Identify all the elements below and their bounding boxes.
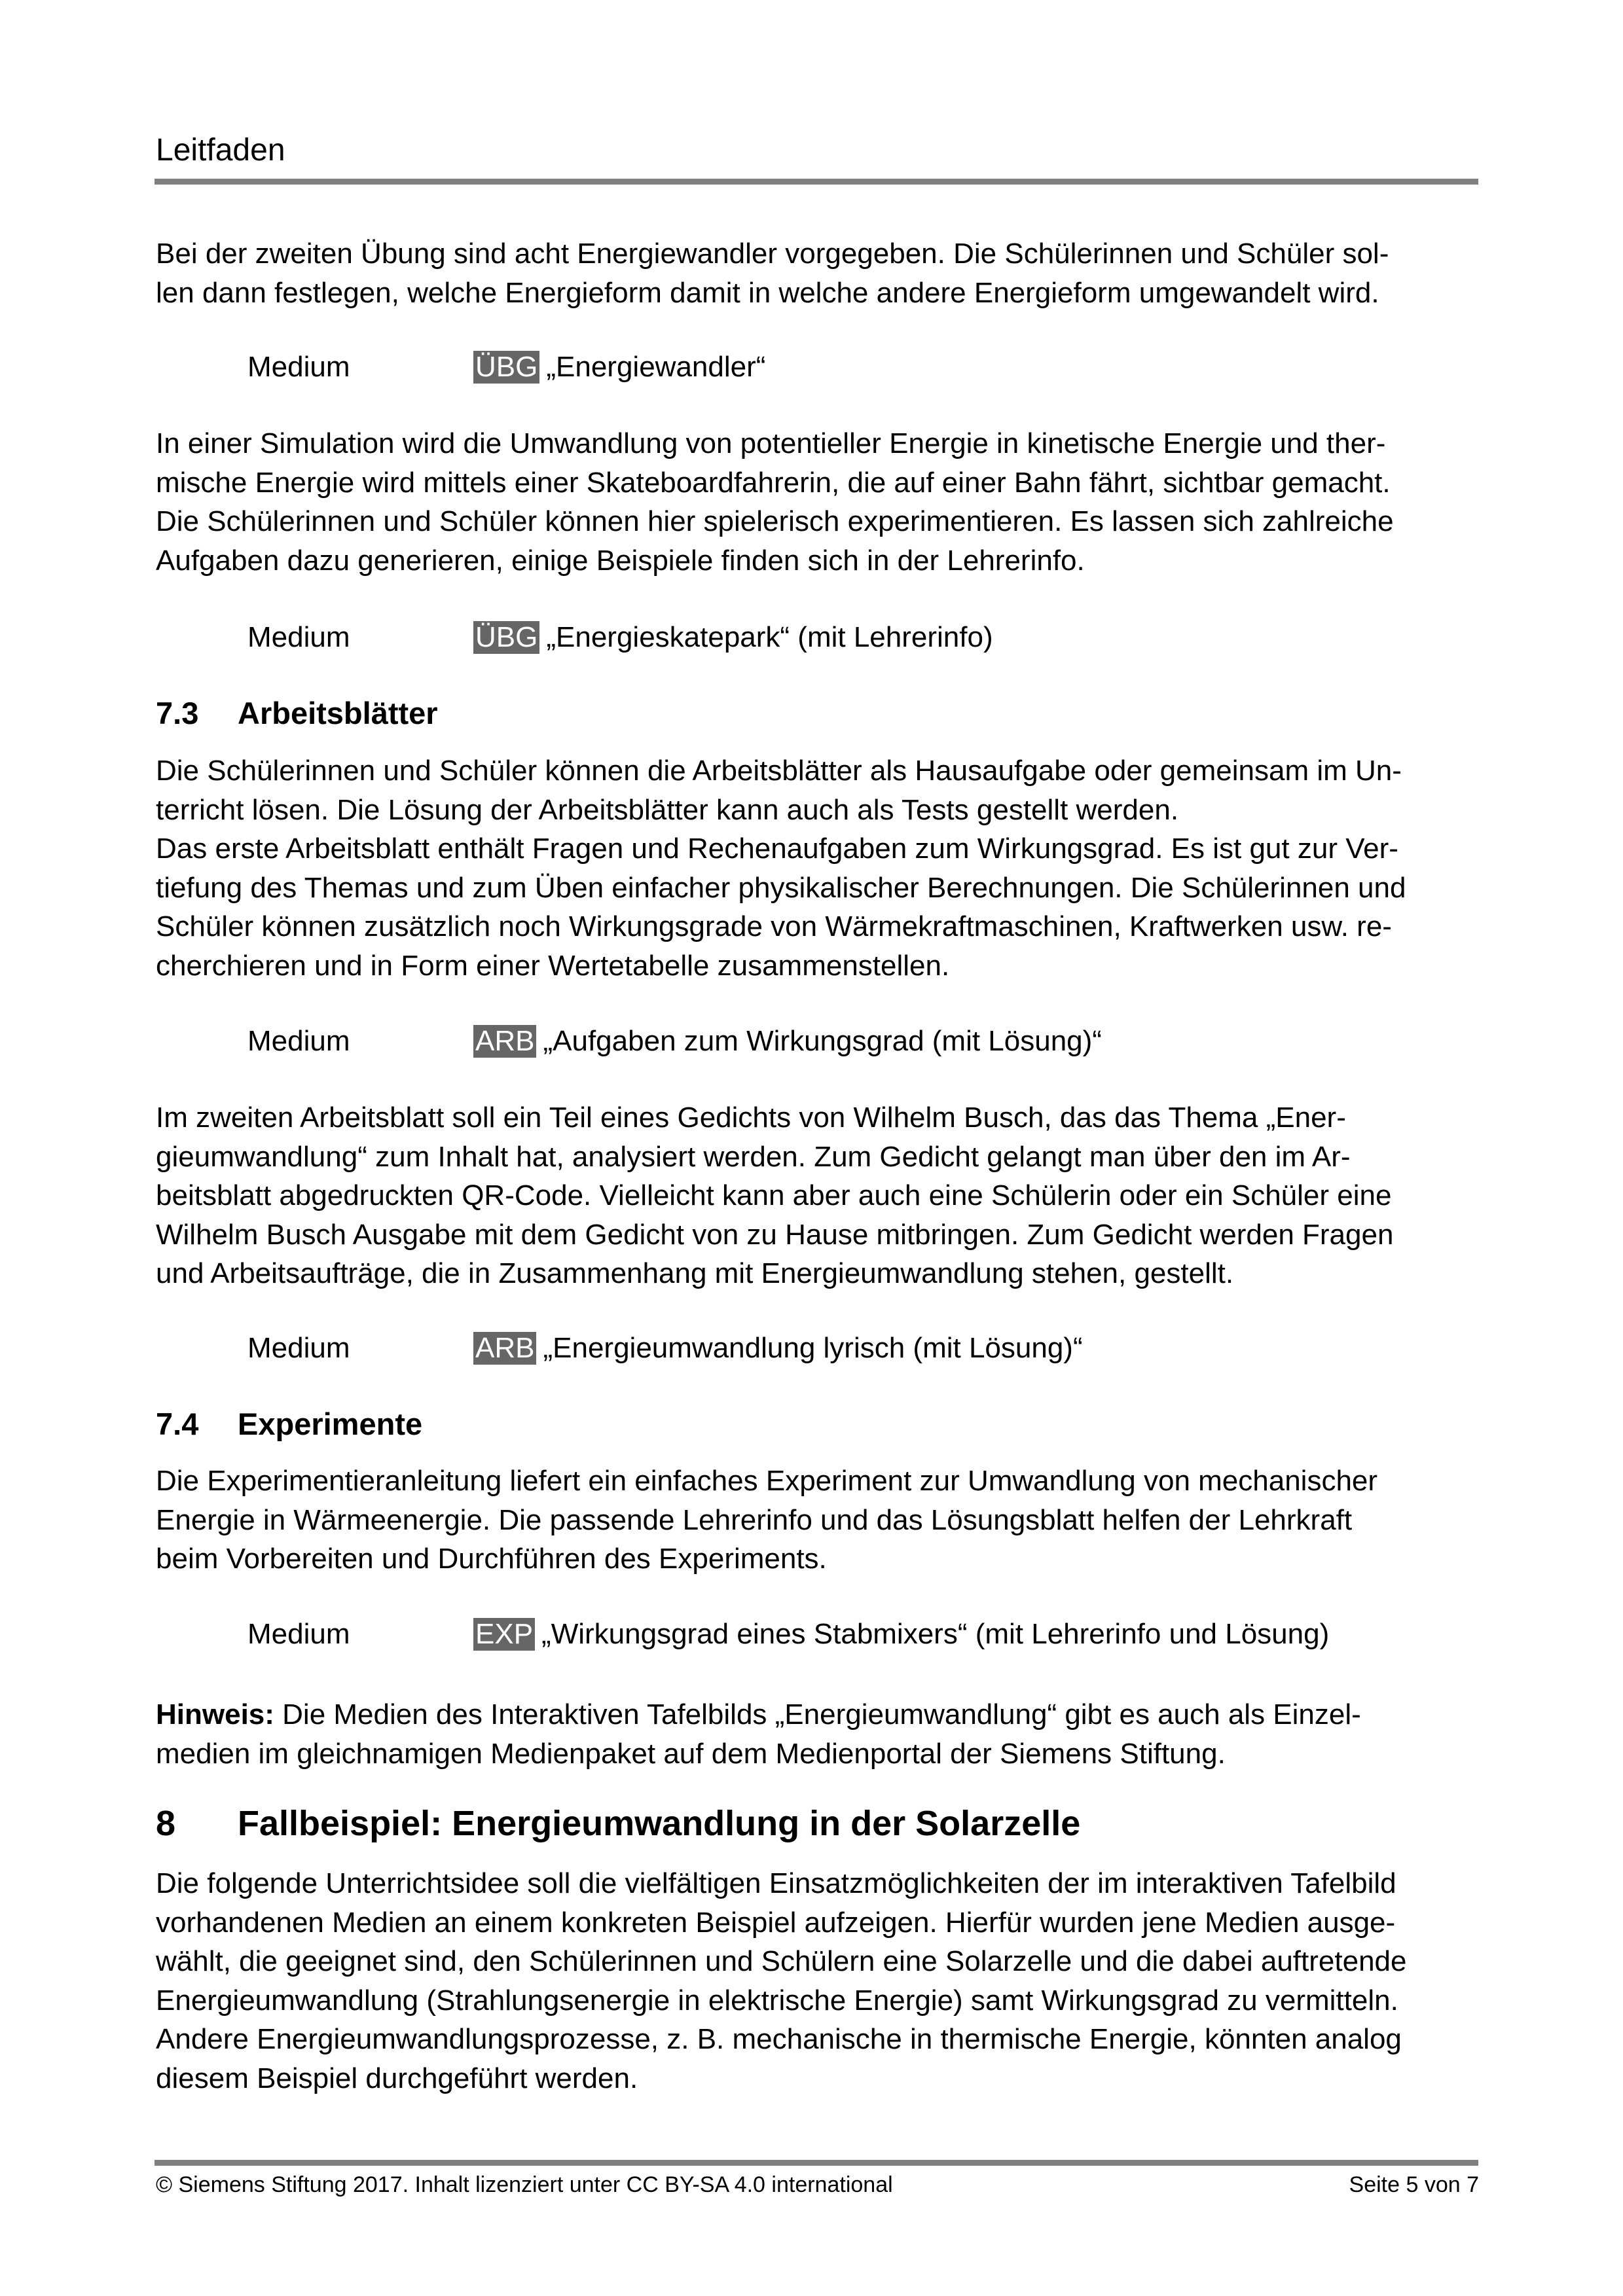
text-line: Die Schülerinnen und Schüler können die Arbeitsblätter als Hausaufgabe oder gemeinsam im Un- bbox=[156, 755, 1402, 787]
text-line: medien im gleichnamigen Medienpaket auf dem Medienportal der Siemens Stiftung. bbox=[156, 1737, 1226, 1770]
section-heading-7-3 bbox=[156, 694, 438, 733]
section-title: Arbeitsblätter bbox=[238, 696, 438, 730]
medium-title: „Aufgaben zum Wirkungsgrad (mit Lösung)“ bbox=[543, 1025, 1102, 1057]
medium-label: Medium bbox=[247, 1025, 350, 1057]
medium-reference bbox=[247, 1022, 1102, 1060]
medium-label: Medium bbox=[247, 351, 350, 383]
text-line: Energie in Wärmeenergie. Die passende Lehrerinfo und das Lösungsblatt helfen der Lehrkraft bbox=[156, 1503, 1353, 1536]
text-line: len dann festlegen, welche Energieform damit in welche andere Energieform umgewandelt wird. bbox=[156, 276, 1379, 309]
media-type-badge: ARB bbox=[473, 1332, 536, 1365]
media-type-badge: ARB bbox=[473, 1025, 536, 1058]
text-line: tiefung des Themas und zum Üben einfacher physikalischer Berechnungen. Die Schülerinnen und bbox=[156, 871, 1406, 904]
text-line: Andere Energieumwandlungsprozesse, z. B. mechanische in thermische Energie, könnten analog bbox=[156, 2023, 1402, 2055]
header-rule bbox=[155, 179, 1478, 185]
text-line: In einer Simulation wird die Umwandlung von potentieller Energie in kinetische Energie und ther- bbox=[156, 427, 1386, 459]
text-line: beim Vorbereiten und Durchführen des Experiments. bbox=[156, 1543, 827, 1575]
text-line: und Arbeitsaufträge, die in Zusammenhang mit Energieumwandlung stehen, gestellt. bbox=[156, 1257, 1234, 1289]
text-line: vorhandenen Medien an einem konkreten Beispiel aufzeigen. Hierfür wurden jene Medien ausge- bbox=[156, 1906, 1396, 1939]
section-number: 7.4 bbox=[156, 1407, 199, 1441]
text-line: Das erste Arbeitsblatt enthält Fragen und Rechenaufgaben zum Wirkungsgrad. Es ist gut zur Ver- bbox=[156, 833, 1398, 865]
text-line: terricht lösen. Die Lösung der Arbeitsblätter kann auch als Tests gestellt werden. bbox=[156, 793, 1179, 826]
header-title: Leitfaden bbox=[156, 133, 285, 168]
paragraph-fallbeispiel bbox=[156, 1864, 1485, 2098]
medium-reference bbox=[247, 619, 993, 656]
text-line: Aufgaben dazu generieren, einige Beispiele finden sich in der Lehrerinfo. bbox=[156, 544, 1085, 577]
section-title: Experimente bbox=[238, 1407, 423, 1441]
footer-copyright: © Siemens Stiftung 2017. Inhalt lizenziert unter CC BY-SA 4.0 international bbox=[156, 2172, 893, 2197]
text-line: gieumwandlung“ zum Inhalt hat, analysiert werden. Zum Gedicht gelangt man über den im Ar- bbox=[156, 1140, 1351, 1173]
text-line: wählt, die geeignet sind, den Schülerinnen und Schülern eine Solarzelle und die dabei auftretende bbox=[156, 1945, 1407, 1977]
hint-label: Hinweis: bbox=[156, 1698, 274, 1731]
text-line: Die Schülerinnen und Schüler können hier spielerisch experimentieren. Es lassen sich zahlreiche bbox=[156, 505, 1394, 537]
text-line: mische Energie wird mittels einer Skateboardfahrerin, die auf einer Bahn fährt, sichtbar gemacht. bbox=[156, 466, 1391, 499]
medium-reference bbox=[247, 1329, 1083, 1367]
media-type-badge: ÜBG bbox=[473, 351, 539, 384]
footer-rule bbox=[155, 2160, 1478, 2166]
paragraph-uebung-intro bbox=[156, 234, 1485, 312]
text-line: Schüler können zusätzlich noch Wirkungsgrade von Wärmekraftmaschinen, Kraftwerken usw. re- bbox=[156, 910, 1392, 942]
chapter-title: Fallbeispiel: Energieumwandlung in der Solarzelle bbox=[238, 1804, 1081, 1843]
medium-reference bbox=[247, 1615, 1329, 1653]
medium-label: Medium bbox=[247, 1618, 350, 1650]
medium-reference bbox=[247, 348, 765, 386]
medium-label: Medium bbox=[247, 621, 350, 653]
medium-title: „Energieskatepark“ (mit Lehrerinfo) bbox=[546, 621, 993, 653]
paragraph-hinweis bbox=[156, 1695, 1485, 1773]
text-line: Wilhelm Busch Ausgabe mit dem Gedicht von zu Hause mitbringen. Zum Gedicht werden Fragen bbox=[156, 1218, 1394, 1251]
paragraph-simulation bbox=[156, 424, 1485, 580]
section-heading-7-4 bbox=[156, 1405, 422, 1444]
medium-label: Medium bbox=[247, 1332, 350, 1364]
text-line bbox=[156, 1695, 1485, 1734]
text-line: Im zweiten Arbeitsblatt soll ein Teil eines Gedichts von Wilhelm Busch, das das Thema „Ener- bbox=[156, 1102, 1346, 1134]
chapter-number: 8 bbox=[156, 1804, 176, 1843]
text-line: Bei der zweiten Übung sind acht Energiewandler vorgegeben. Die Schülerinnen und Schüler sol- bbox=[156, 238, 1389, 270]
chapter-heading-8 bbox=[156, 1802, 1080, 1845]
paragraph-gedicht bbox=[156, 1098, 1485, 1293]
hint-text: Die Medien des Interaktiven Tafelbilds „Energieumwandlung“ gibt es auch als Einzel- bbox=[274, 1698, 1361, 1731]
paragraph-experimente bbox=[156, 1462, 1485, 1579]
medium-title: „Energieumwandlung lyrisch (mit Lösung)“ bbox=[543, 1332, 1083, 1364]
text-line: diesem Beispiel durchgeführt werden. bbox=[156, 2062, 638, 2094]
section-number: 7.3 bbox=[156, 696, 199, 730]
media-type-badge: ÜBG bbox=[473, 621, 539, 654]
paragraph-arbeitsblaetter bbox=[156, 751, 1485, 985]
text-line: Die Experimentieranleitung liefert ein einfaches Experiment zur Umwandlung von mechanischer bbox=[156, 1465, 1378, 1497]
medium-title: „Energiewandler“ bbox=[546, 351, 766, 383]
text-line: beitsblatt abgedruckten QR-Code. Vielleicht kann aber auch eine Schülerin oder ein Schüler eine bbox=[156, 1179, 1392, 1211]
media-type-badge: EXP bbox=[473, 1618, 535, 1651]
text-line: cherchieren und in Form einer Wertetabelle zusammenstellen. bbox=[156, 949, 950, 982]
text-line: Energieumwandlung (Strahlungsenergie in elektrische Energie) samt Wirkungsgrad zu vermitteln. bbox=[156, 1984, 1398, 2017]
text-line: Die folgende Unterrichtsidee soll die vielfältigen Einsatzmöglichkeiten der im interaktiven Tafelbild bbox=[156, 1867, 1396, 1899]
footer-page-number: Seite 5 von 7 bbox=[1349, 2172, 1479, 2197]
medium-title: „Wirkungsgrad eines Stabmixers“ (mit Lehrerinfo und Lösung) bbox=[541, 1618, 1330, 1650]
